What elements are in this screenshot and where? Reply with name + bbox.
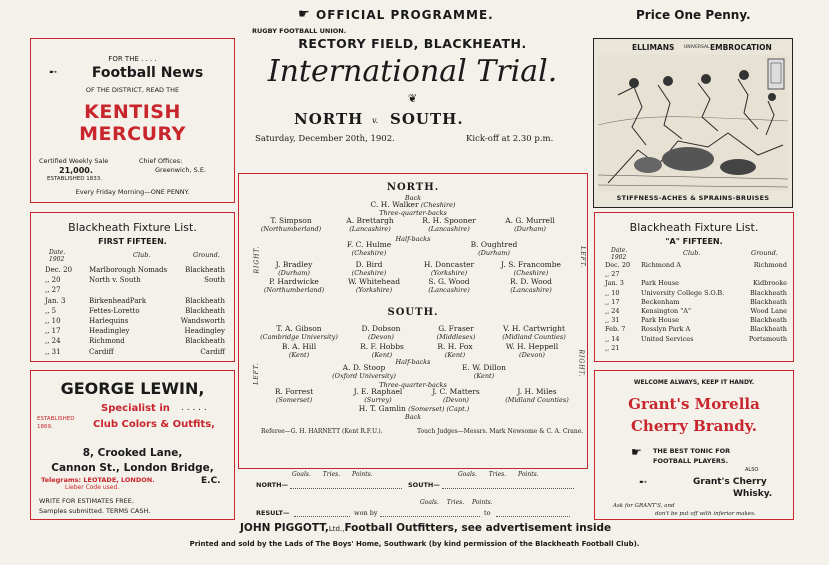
- grants-whisky2: Whisky.: [733, 489, 773, 499]
- north-title: NORTH: [294, 110, 364, 128]
- piggott-name: JOHN PIGGOTT,: [240, 522, 329, 534]
- lewin-samples: Samples submitted. TERMS CASH.: [39, 507, 151, 515]
- grants-ask: Ask for GRANT'S, and: [613, 503, 675, 509]
- col-ground: Ground.: [751, 249, 778, 257]
- fixture-row: ,, 17 Headingley Headingley: [45, 327, 225, 336]
- fixture-row: Dec. 20 Richmond A Richmond: [605, 261, 787, 269]
- lewin-club-colors: Club Colors & Outfits,: [93, 419, 215, 430]
- south-player: H. T. Gamlin (Somerset) (Capt.): [358, 404, 470, 413]
- south-player: V. H. Cartwright (Midland Counties): [502, 324, 566, 341]
- lewin-established: ESTABLISHED 1869.: [37, 416, 75, 430]
- match-title: International Trial.: [267, 54, 558, 89]
- venue-title: RECTORY FIELD, BLACKHEATH.: [298, 36, 527, 51]
- lewin-address2: Cannon St., London Bridge,: [51, 462, 214, 474]
- south-player: J. E. Raphael (Surrey): [353, 387, 403, 404]
- south-player: W. H. Heppell (Devon): [505, 342, 559, 359]
- south-left-label: LEFT.: [252, 362, 260, 385]
- south-score-label: SOUTH—: [408, 481, 440, 489]
- fixture-row: Feb. 7 Rosslyn Park A Blackheath: [605, 325, 787, 334]
- fixture-row: ,, 31 Cardiff Cardiff: [45, 347, 225, 356]
- north-player: R. H. Spooner (Lancashire): [422, 216, 476, 233]
- north-player: B. Oughtred (Durham): [470, 240, 518, 257]
- north-heading: NORTH.: [386, 182, 440, 193]
- col-ground: Ground.: [193, 251, 220, 259]
- piggott-rest: Football Outfitters, see advertisement inside: [344, 522, 612, 534]
- ellimans-caption: STIFFNESS-ACHES & SPRAINS-BRUISES: [616, 194, 770, 202]
- fixture-list-first-fifteen: [30, 212, 235, 362]
- grants-line2: Cherry Brandy.: [630, 417, 758, 435]
- north-player: J. Bradley (Durham): [275, 260, 313, 277]
- george-lewin-ad: [30, 370, 235, 520]
- fixture-a-rows: [605, 261, 787, 353]
- south-pos-back: Back: [404, 413, 422, 421]
- ellimans-ad: [593, 38, 793, 208]
- grants-welcome: WELCOME ALWAYS, KEEP IT HANDY.: [633, 379, 755, 386]
- fixture-row: ,, 10 University College S.O.B. Blackheath: [605, 288, 787, 297]
- pointing-hand-icon: ☛: [298, 7, 310, 22]
- ellimans-brand: ELLIMANS: [632, 43, 675, 52]
- grants-line1: Grant's Morella: [628, 395, 760, 413]
- south-player: D. Dobson (Devon): [361, 324, 401, 341]
- south-player: T. A. Gibson (Cambridge University): [260, 324, 338, 341]
- lewin-telegrams: Telegrams: LEOTADE, LONDON.: [41, 476, 155, 484]
- north-pos-three-quarter: Three-quarter-backs: [379, 209, 447, 217]
- fixture-row: ,, 5 Fettes-Loretto Blackheath: [45, 306, 225, 315]
- north-player: H. Doncaster (Yorkshire): [423, 260, 475, 277]
- piggott-ad: [240, 522, 612, 534]
- north-pos-half: Half-backs: [395, 235, 431, 243]
- fixture-row: ,, 14 United Services Portsmouth: [605, 334, 787, 343]
- south-heading: SOUTH.: [387, 307, 439, 318]
- for-the-label: FOR THE . . . .: [108, 55, 157, 63]
- lewin-write: WRITE FOR ESTIMATES FREE.: [39, 497, 134, 505]
- north-right-label: RIGHT.: [253, 245, 261, 274]
- south-pos-half: Half-backs: [395, 358, 431, 366]
- union-label: RUGBY FOOTBALL UNION.: [252, 27, 347, 35]
- rugby-scrum-illustration: [598, 55, 788, 191]
- col-date: Date. 1902: [49, 249, 66, 263]
- south-right-label: RIGHT.: [577, 349, 585, 378]
- north-player: R. D. Wood (Lancashire): [510, 277, 552, 294]
- offices-value: Greenwich, S.E.: [155, 166, 206, 174]
- result-score-cols: Goals. Tries. Points.: [420, 499, 493, 506]
- north-score-label: NORTH—: [256, 481, 289, 489]
- lewin-address3: E.C.: [201, 476, 221, 486]
- grants-also: ALSO: [745, 467, 759, 473]
- south-player: R. Forrest (Somerset): [274, 387, 314, 404]
- south-player: B. A. Hill (Kent): [281, 342, 317, 359]
- result-margin-line[interactable]: [380, 516, 480, 517]
- sale-value: 21,000.: [59, 166, 93, 175]
- every-friday-label: Every Friday Morning—ONE PENNY.: [75, 188, 190, 196]
- south-player: J. C. Matters (Devon): [432, 387, 480, 404]
- grants-cherry-brandy-ad: [594, 370, 794, 520]
- north-player: P. Hardwicke (Northumberland): [263, 277, 325, 294]
- heart-ornament-icon: ❦: [407, 92, 418, 105]
- lewin-dots-1: . . . . .: [181, 403, 207, 413]
- fixture-row: ,, 24 Kensington "A" Wood Lane: [605, 307, 787, 316]
- fixture-list-a-title: Blackheath Fixture List.: [629, 221, 759, 234]
- sale-label: Certified Weekly Sale: [39, 157, 109, 165]
- north-left-label: LEFT.: [578, 246, 586, 269]
- kentish-mercury-title: KENTISH MERCURY: [79, 101, 186, 145]
- fixture-row: Dec. 20 Marlborough Nomads Blackheath: [45, 266, 225, 274]
- lewin-lieber: Lieber Code used.: [65, 484, 120, 491]
- north-score-line[interactable]: [290, 488, 402, 489]
- fixture-row: ,, 20 North v. South South: [45, 276, 225, 285]
- v-label: v.: [372, 116, 379, 125]
- teams-panel: [238, 173, 588, 469]
- lewin-address1: 8, Crooked Lane,: [82, 447, 183, 459]
- south-player: E. W. Dillon (Kent): [462, 363, 506, 380]
- result-loser-line[interactable]: [496, 516, 570, 517]
- fixture-row: ,, 27: [45, 286, 61, 295]
- south-player: G. Fraser (Middlesex): [436, 324, 476, 341]
- col-date: Date. 1902: [611, 247, 628, 261]
- fixture-row: ,, 10 Harlequins Wandsworth: [45, 317, 225, 326]
- price-label: Price One Penny.: [636, 8, 751, 22]
- col-club: Club.: [683, 249, 701, 257]
- pointing-hand-icon: ☛: [631, 445, 642, 459]
- south-player: R. F. Hobbs (Kent): [360, 342, 404, 359]
- south-score-line[interactable]: [442, 488, 574, 489]
- footer-credit: Printed and sold by the Lads of The Boys' Home, Southwark (by kind permission of the Blackheath Football Club).: [189, 540, 640, 548]
- result-winner-line[interactable]: [294, 516, 350, 517]
- north-player: D. Bird (Cheshire): [351, 260, 387, 277]
- offices-label: Chief Offices:: [139, 157, 183, 165]
- pen-nib-icon: ➸: [49, 67, 58, 78]
- referee-label: Referee—G. H. HARNETT (Kent R.F.U.).: [261, 428, 383, 435]
- fixture-row: ,, 24 Richmond Blackheath: [45, 337, 225, 346]
- north-player: C. H. Walker (Cheshire): [370, 200, 456, 209]
- north-player: A. Brettargh (Lancashire): [346, 216, 394, 233]
- south-player: A. D. Stoop (Oxford University): [332, 363, 396, 380]
- fixture-list-title: Blackheath Fixture List.: [68, 221, 197, 234]
- north-score-cols: Goals. Tries. Points.: [292, 471, 373, 478]
- grants-dont: don't be put off with inferior makes.: [655, 511, 756, 517]
- of-the-district-label: OF THE DISTRICT, READ THE: [85, 86, 180, 94]
- pen-nib-icon: ➸: [639, 477, 648, 488]
- north-player: W. Whitehead (Yorkshire): [347, 277, 401, 294]
- fixture-row: ,, 31 Park House Blackheath: [605, 316, 787, 325]
- fixture-list-a-fifteen: [594, 212, 794, 362]
- lewin-name: GEORGE LEWIN,: [60, 379, 205, 398]
- grants-football-players: FOOTBALL PLAYERS.: [653, 457, 729, 465]
- kickoff-time: Kick-off at 2.30 p.m.: [466, 134, 554, 144]
- football-news-heading: Football News: [91, 65, 204, 81]
- south-player: R. H. Fox (Kent): [437, 342, 473, 359]
- north-player: F. C. Hulme (Cheshire): [346, 240, 392, 257]
- fixture-row: ,, 21: [605, 343, 620, 352]
- north-pos-back: Back: [404, 194, 422, 202]
- fixture-row: Jan. 3 Park House Kidbrooke: [605, 279, 787, 288]
- south-player: J. H. Miles (Midland Counties): [505, 387, 569, 404]
- ellimans-universal: UNIVERSAL: [684, 45, 710, 50]
- north-player: J. S. Francombe (Cheshire): [501, 260, 561, 277]
- south-score-cols: Goals. Tries. Points.: [458, 471, 539, 478]
- lewin-specialist: Specialist in: [101, 403, 170, 414]
- north-player: A. G. Murrell (Durham): [505, 216, 555, 233]
- fixture-rows: [45, 265, 225, 357]
- ellimans-embrocation: EMBROCATION: [710, 43, 772, 52]
- north-player: T. Simpson (Northumberland): [260, 216, 322, 233]
- touch-judges-label: Touch Judges—Messrs. Mark Newsome & C. A. Crane.: [417, 428, 584, 435]
- result-label: RESULT—: [256, 509, 290, 517]
- to-label: to: [484, 509, 491, 517]
- col-club: Club.: [133, 251, 151, 259]
- south-title: SOUTH.: [390, 110, 464, 128]
- fixture-row: Jan. 3 BirkenheadPark Blackheath: [45, 296, 225, 305]
- grants-best-tonic: THE BEST TONIC FOR: [653, 447, 731, 455]
- fixture-row: ,, 27: [605, 270, 620, 279]
- official-programme-title: OFFICIAL PROGRAMME.: [316, 8, 494, 22]
- established-label: ESTABLISHED 1833.: [47, 176, 102, 182]
- won-by-label: won by: [354, 509, 378, 517]
- match-date: Saturday, December 20th, 1902.: [255, 134, 395, 144]
- north-player: S. G. Wood (Lancashire): [428, 277, 470, 294]
- fixture-list-subtitle: FIRST FIFTEEN.: [98, 237, 167, 246]
- piggott-ltd: Ltd.,: [328, 525, 345, 533]
- south-pos-three-quarter: Three-quarter-backs: [379, 381, 447, 389]
- kentish-mercury-ad: [30, 38, 235, 203]
- fixture-row: ,, 17 Beckenham Blackheath: [605, 297, 787, 306]
- grants-whisky1: Grant's Cherry: [693, 477, 767, 487]
- fixture-list-a-subtitle: "A" FIFTEEN.: [665, 237, 723, 246]
